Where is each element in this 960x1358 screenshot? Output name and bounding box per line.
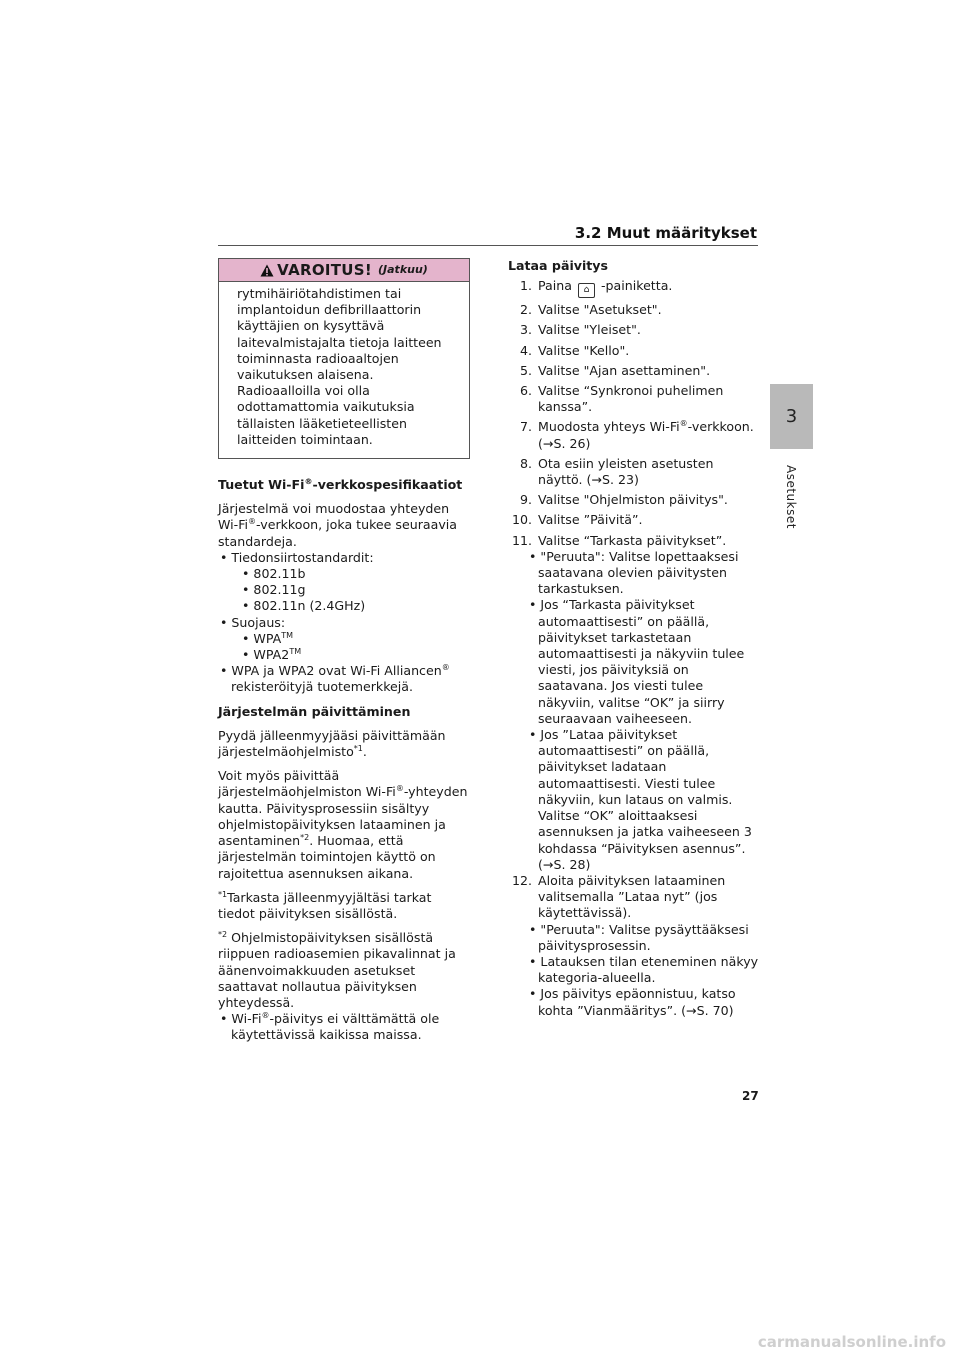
watermark: carmanualsonline.info <box>757 1333 946 1351</box>
update-paragraph-1: Pyydä jälleenmyyjääsi päivittämään järjestelmäohjelmisto$^{*1}$. <box>218 727 446 760</box>
chapter-number: 3 <box>785 406 798 427</box>
home-icon: ⌂ <box>578 283 595 298</box>
warning-text: rytmihäiriötahdistimen tai implantoidun defibrillaattorin käyttäjien on kysyttävä laitevalmistajalta tietoja laitteen toiminnasta radioaaltojen vaikutuksen alaisena. Radioaalloilla voi olla odottamattomia vaikutuksia tällaisten lääketieteellisten laitteiden toimintaan. <box>237 286 442 447</box>
step-bullet: • "Peruuta": Valitse lopettaaksesi saatavana olevien päivitysten tarkastuksen. <box>529 548 739 597</box>
step-item: 1. Paina ⌂ -painiketta. <box>508 278 760 298</box>
wifi-availability-note: • Wi-Fi®-päivitys ei välttämättä ole käytettävissä kaikissa maissa. <box>220 1010 440 1043</box>
security-item-wpa: • WPA™ <box>242 630 294 646</box>
step-item: 12. Aloita päivityksen lataaminen valitsemalla ”Lataa nyt” (jos käytettävissä). <box>511 872 726 921</box>
wifi-intro: Järjestelmä voi muodostaa yhteyden Wi-Fi®-verkkoon, joka tukee seuraavia standardeja. <box>218 501 457 549</box>
step-item: 5. Valitse "Ajan asettaminen". <box>519 362 711 378</box>
transfer-standards-label: • Tiedonsiirtostandardit: <box>220 549 374 565</box>
step-item: 2. Valitse "Asetukset". <box>519 302 662 318</box>
alliance-note: • WPA ja WPA2 ovat Wi-Fi Alliancen® rekisteröityjä tuotemerkkejä. <box>220 663 450 695</box>
transfer-item: • 802.11g <box>242 582 306 598</box>
security-item-wpa2: • WPA2™ <box>242 646 302 663</box>
step-bullet: • Jos päivitys epäonnistuu, katso kohta ”Vianmääritys”. (→S. 70) <box>529 986 736 1018</box>
left-column <box>218 258 470 1044</box>
warning-header <box>219 259 469 282</box>
update-paragraph-2: Voit myös päivittää järjestelmäohjelmiston Wi-Fi®-yhteyden kautta. Päivitysprosessiin sisältyy ohjelmistopäivityksen lataaminen ja asentaminen$^{*2}$. Huomaa, että järjestelmän toimintojen käyttö on rajoitettua asennuksen aikana. <box>218 768 468 881</box>
step-item: 8. Ota esiin yleisten asetusten näyttö. (→S. 23) <box>519 455 714 488</box>
page-number: 27 <box>742 1089 759 1103</box>
chapter-label <box>768 462 814 532</box>
security-label: • Suojaus: <box>220 614 286 630</box>
section-title: 3.2 Muut määritykset <box>574 224 757 242</box>
download-update-heading: Lataa päivitys <box>508 258 609 273</box>
step-item: 9. Valitse "Ohjelmiston päivitys". <box>519 492 728 508</box>
step-bullet: • "Peruuta": Valitse pysäyttääksesi päivitysprosessin. <box>529 921 749 953</box>
step-bullet: • Jos ”Lataa päivitykset automaattisesti” on päällä, päivitykset ladataan automaattisesti. Viesti tulee näkyviin, kun lataus on valmis. Valitse “OK” aloittaaksesi asennuksen ja jatka vaiheeseen 3 kohdassa “Päivityksen asennus”. (→S. 28) <box>529 727 752 872</box>
warning-continued: (Jatkuu) <box>378 262 428 276</box>
chapter-label-text: Asetukset <box>784 465 798 529</box>
right-column <box>508 258 760 1019</box>
transfer-item: • 802.11b <box>242 566 306 582</box>
step-item: 6. Valitse “Synkronoi puhelimen kanssa”. <box>519 383 724 415</box>
wifi-spec-heading: Tuetut Wi-Fi®-verkkospesifikaatiot <box>218 476 463 493</box>
step-item: 10. Valitse ”Päivitä”. <box>511 512 643 528</box>
header-rule <box>218 245 758 246</box>
chapter-tab <box>770 384 813 449</box>
system-update-heading: Järjestelmän päivittäminen <box>218 703 411 719</box>
step-item: 7. Muodosta yhteys Wi-Fi®-verkkoon. (→S. 26) <box>519 419 754 451</box>
warning-box <box>218 258 470 459</box>
step-item: 11. Valitse “Tarkasta päivitykset”. <box>511 532 727 548</box>
step-bullet: • Latauksen tilan eteneminen näkyy kategoria-alueella. <box>529 953 759 986</box>
step-bullet: • Jos “Tarkasta päivitykset automaattisesti” on päällä, päivitykset tarkastetaan automaattisesti ja näkyviin tulee viesti, jos päivityksiä on saatavana. Jos viesti tulee näkyviin, valitse “OK” ja siirry seuraavaan vaiheeseen. <box>529 597 745 726</box>
footnote-2: $^{*2}$ Ohjelmistopäivityksen sisällöstä riippuen radioasemien pikavalinnat ja äänenvoimakkuuden asetukset saattavat nollautua päivityksen yhteydessä. <box>218 929 456 1010</box>
step-item: 3. Valitse "Yleiset". <box>519 322 641 338</box>
transfer-item: • 802.11n (2.4GHz) <box>242 598 366 614</box>
warning-triangle-icon <box>260 264 274 277</box>
footnote-1: $^{*1}$Tarkasta jälleenmyyjältäsi tarkat tiedot päivityksen sisällöstä. <box>218 889 432 921</box>
step-item: 4. Valitse "Kello". <box>519 342 630 358</box>
warning-title: VAROITUS! <box>277 260 373 279</box>
